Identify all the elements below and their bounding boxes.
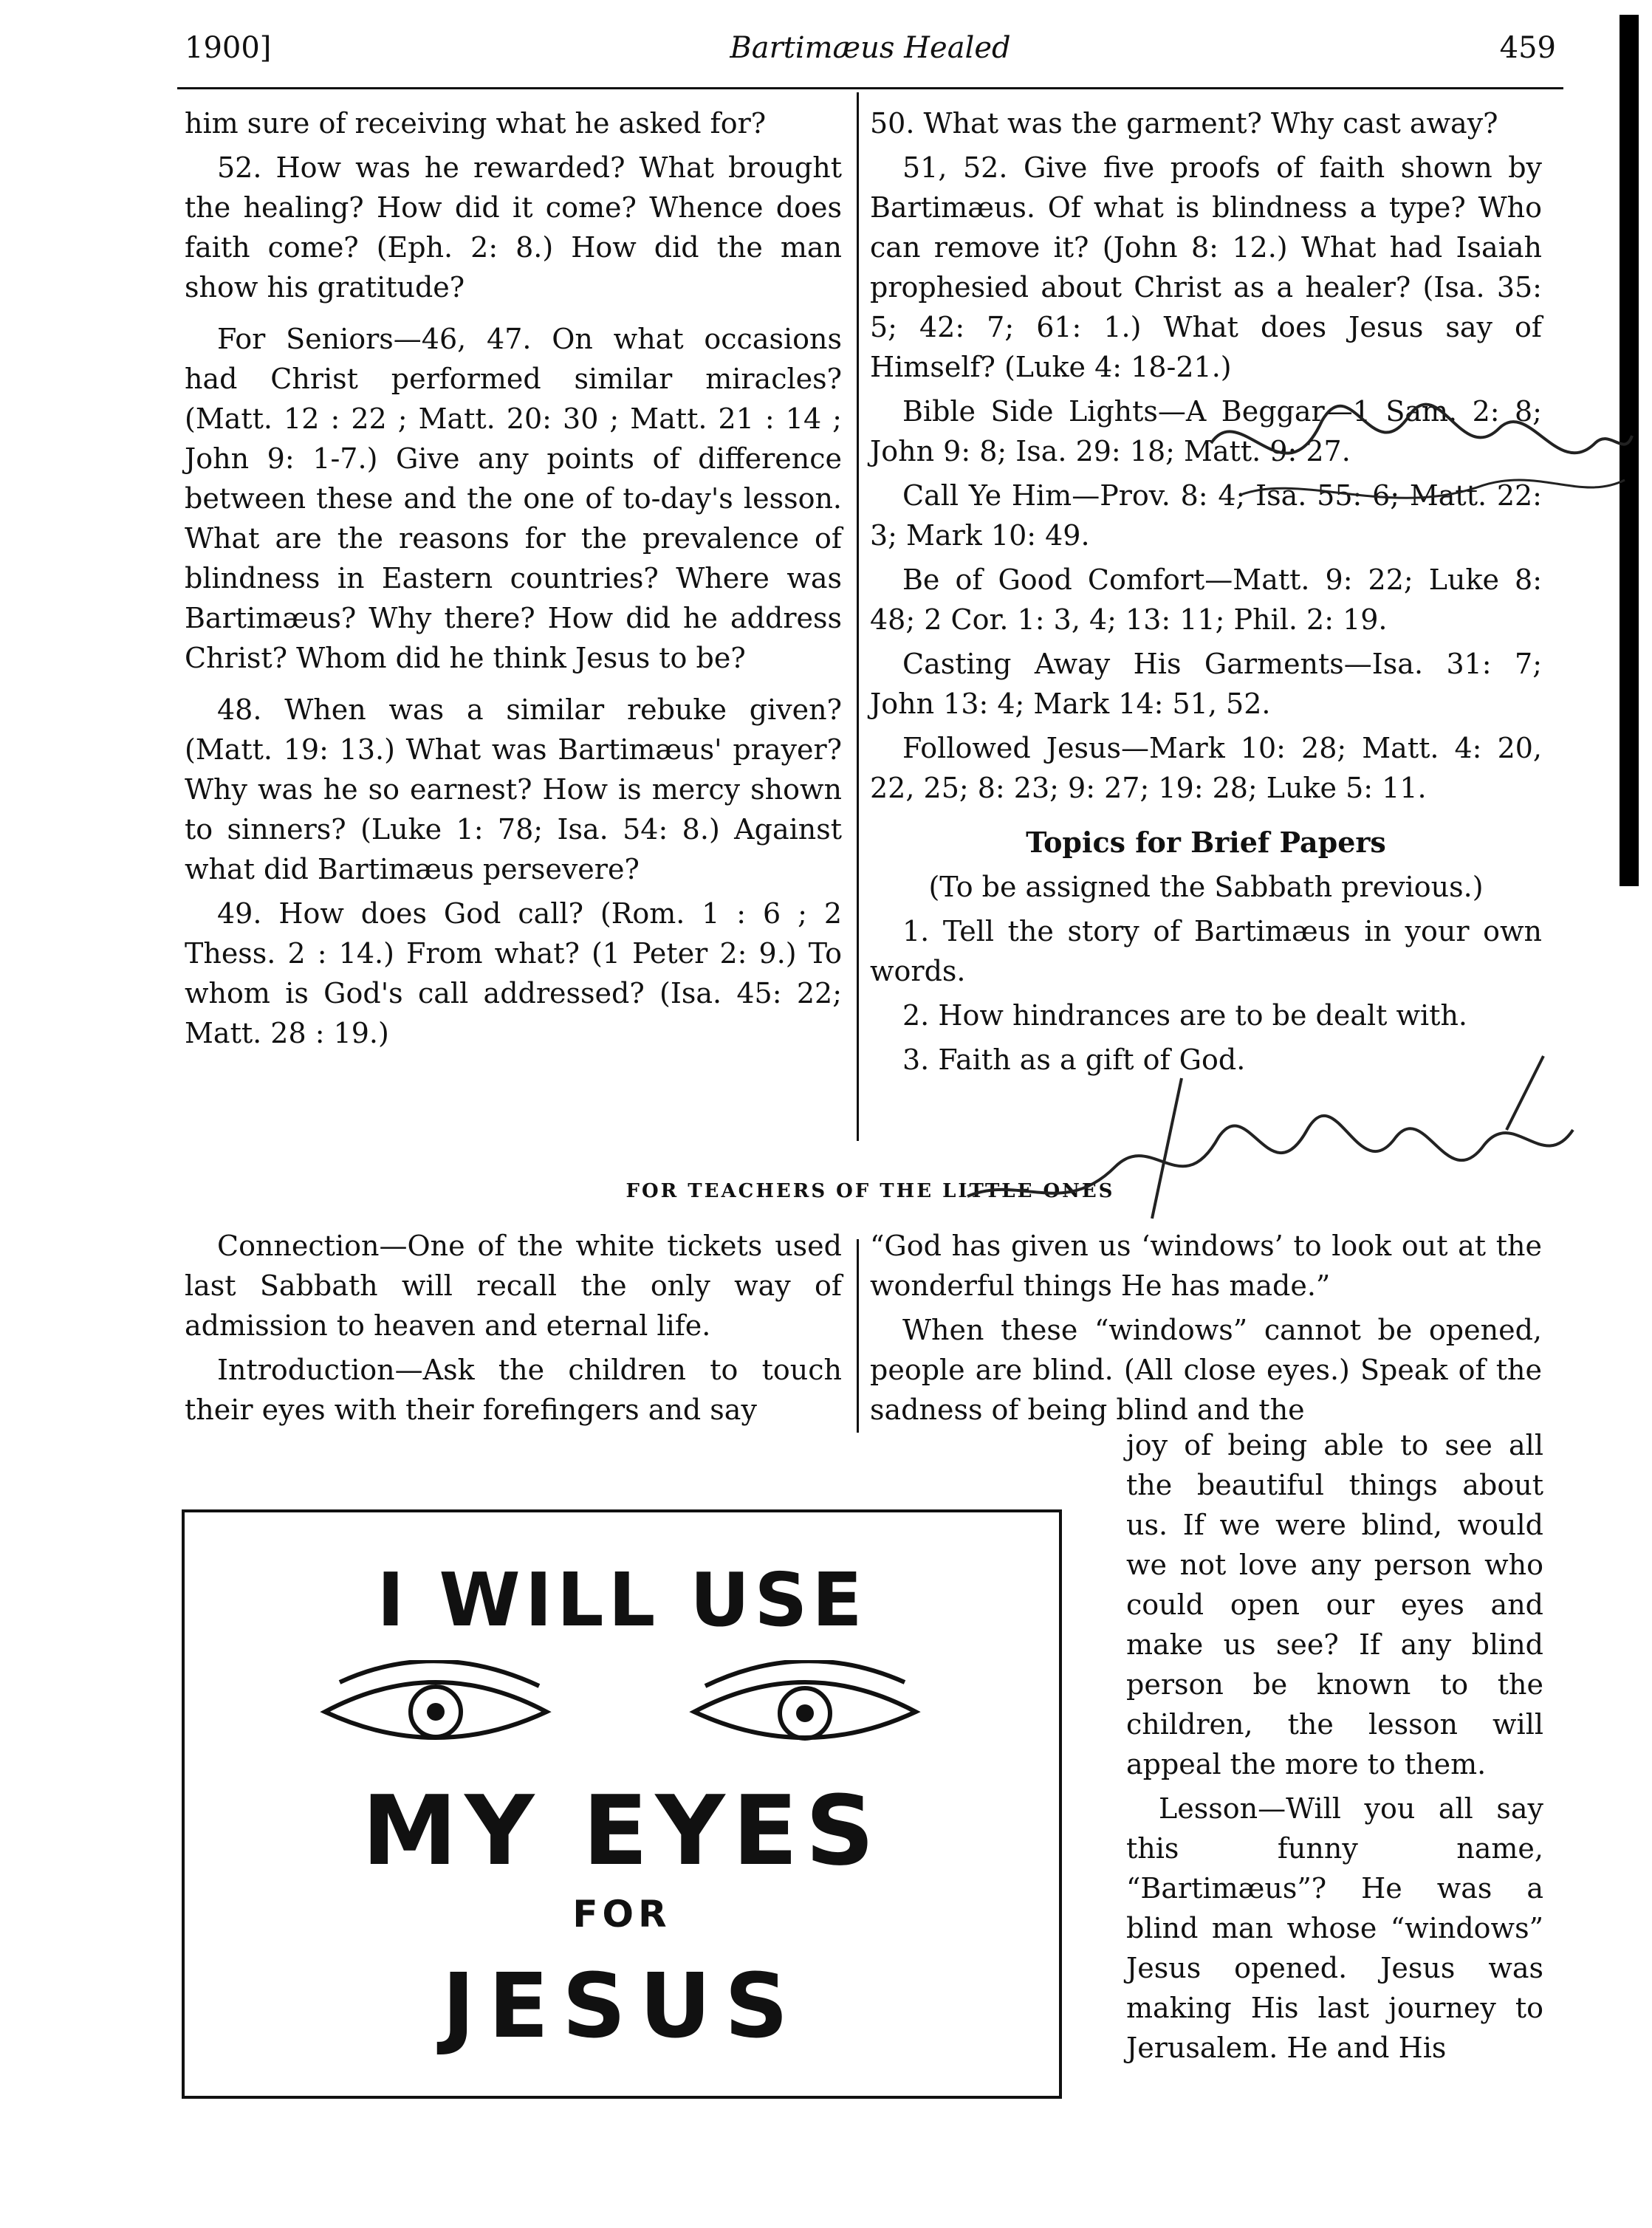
poster-line: JESUS <box>442 1956 802 2058</box>
lower-left-column <box>185 1226 842 1434</box>
paragraph: Connection—One of the white tickets used last Sabbath will recall the only way of admission to heaven and eternal life. <box>185 1230 842 1342</box>
paragraph: When these “windows” cannot be opened, people are blind. (All close eyes.) Speak of the sadness of being blind and the <box>870 1314 1542 1426</box>
header-title: Bartimæus Healed <box>730 31 1011 65</box>
paragraph: 49. How does God call? (Rom. 1 : 6 ; 2 Thess. 2 : 14.) From what? (1 Peter 2: 9.) To whom is God's call addressed? (Isa. 45: 22; Matt. 28 : 19.) <box>185 897 842 1049</box>
paragraph: Bible Side Lights—A Beggar—1 Sam. 2: 8; John 9: 8; Isa. 29: 18; Matt. 9: 27. <box>870 395 1542 467</box>
header-year: 1900] <box>185 31 272 65</box>
topic-item: 3. Faith as a gift of God. <box>902 1043 1246 1076</box>
topics-subheading: (To be assigned the Sabbath previous.) <box>928 871 1484 903</box>
paragraph: For Seniors—46, 47. On what occasions had Christ performed similar miracles? (Matt. 12 : 22 ; Matt. 20: 30 ; Matt. 21 : 14 ; John 9: 1-7.) Give any points of difference between these and the one of to-day's lesson. What are the reasons for the prevalence of blindness in Eastern countries? Where was Bartimæus? Why there? How did he address Christ? Whom did he think Jesus to be? <box>185 323 842 674</box>
topic-item: 1. Tell the story of Bartimæus in your own words. <box>870 915 1542 987</box>
eyes-icon <box>295 1660 948 1771</box>
page-edge-bar <box>1620 15 1639 886</box>
right-column <box>870 103 1542 1084</box>
paragraph: Followed Jesus—Mark 10: 28; Matt. 4: 20, 22, 25; 8: 23; 9: 27; 19: 28; Luke 5: 11. <box>870 732 1542 804</box>
lower-right-narrow-column <box>1126 1425 1543 2072</box>
poster-line: I WILL USE <box>377 1557 867 1643</box>
topic-item: 2. How hindrances are to be dealt with. <box>902 999 1468 1032</box>
paragraph: Lesson—Will you all say this funny name, “Bartimæus”? He was a blind man whose “windows” Jesus opened. Jesus was making His last journey to Jerusalem. He and His <box>1126 1792 1543 2064</box>
paragraph: Casting Away His Garments—Isa. 31: 7; John 13: 4; Mark 14: 51, 52. <box>870 648 1542 720</box>
paragraph: 48. When was a similar rebuke given? (Matt. 19: 13.) What was Bartimæus' prayer? Why was he so earnest? How is mercy shown to sinners? (Luke 1: 78; Isa. 54: 8.) Against what did Bartimæus persevere? <box>185 693 842 885</box>
left-column <box>185 103 842 1058</box>
paragraph: him sure of receiving what he asked for? <box>185 107 767 140</box>
column-divider <box>857 92 859 1141</box>
paragraph: 52. How was he rewarded? What brought the healing? How did it come? Whence does faith come? (Eph. 2: 8.) How did the man show his gratitude? <box>185 151 842 304</box>
running-header <box>185 31 1556 83</box>
section-heading: FOR TEACHERS OF THE LITTLE ONES <box>626 1180 1115 1202</box>
topics-heading: Topics for Brief Papers <box>1026 826 1386 859</box>
poster-illustration <box>182 1509 1062 2099</box>
paragraph: “God has given us ‘windows’ to look out at the wonderful things He has made.” <box>870 1230 1542 1302</box>
header-rule <box>177 87 1563 89</box>
paragraph: Introduction—Ask the children to touch their eyes with their forefingers and say <box>185 1354 842 1426</box>
lower-right-column <box>870 1226 1542 1434</box>
poster-line: FOR <box>572 1893 671 1936</box>
paragraph: Call Ye Him—Prov. 8: 4; Isa. 55: 6; Matt. 22: 3; Mark 10: 49. <box>870 479 1542 552</box>
paragraph: 50. What was the garment? Why cast away? <box>870 107 1498 140</box>
poster-line: MY EYES <box>361 1775 882 1887</box>
paragraph: joy of being able to see all the beautiful things about us. If we were blind, would we not love any person who could open our eyes and make us see? If any blind person be known to the children, the lesson will appeal the more to them. <box>1126 1429 1543 1780</box>
paragraph: 51, 52. Give five proofs of faith shown by Bartimæus. Of what is blindness a type? Who can remove it? (John 8: 12.) What had Isaiah prophesied about Christ as a healer? (Isa. 35: 5; 42: 7; 61: 1.) What does Jesus say of Himself? (Luke 4: 18-21.) <box>870 151 1542 383</box>
paragraph: Be of Good Comfort—Matt. 9: 22; Luke 8: 48; 2 Cor. 1: 3, 4; 13: 11; Phil. 2: 19. <box>870 563 1542 636</box>
header-page-number: 459 <box>1499 31 1556 65</box>
column-divider <box>857 1239 859 1433</box>
